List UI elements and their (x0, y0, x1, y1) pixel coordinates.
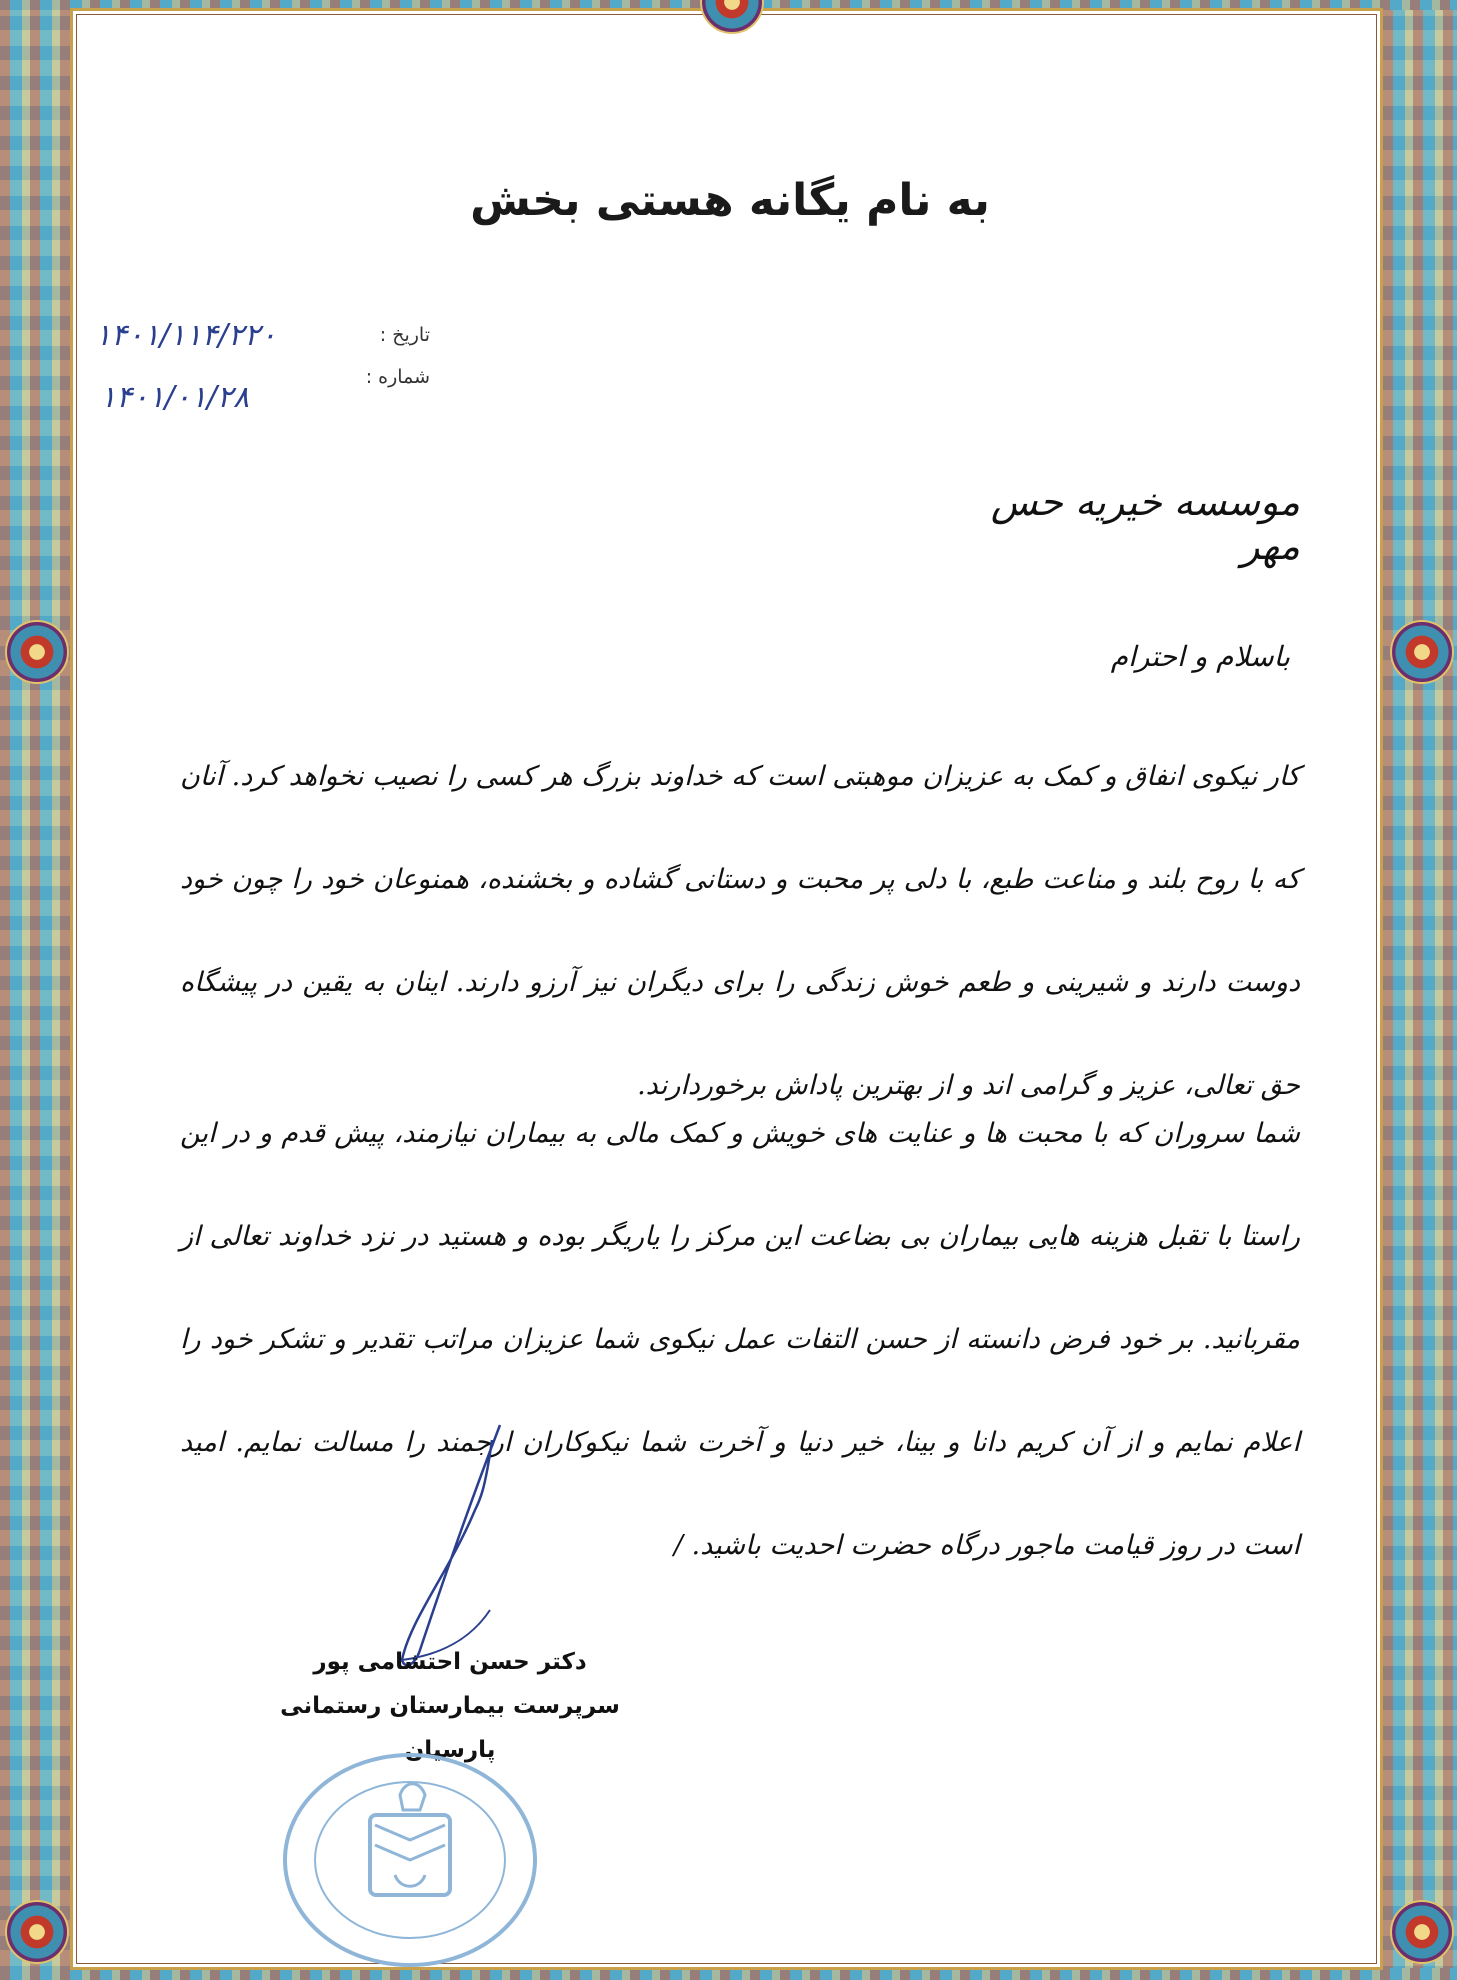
number-value: ۱۴۰۱/۰۱/۲۸ (100, 380, 250, 415)
letter-title: به نام یگانه هستی بخش (470, 175, 990, 226)
greeting: باسلام و احترام (1110, 640, 1290, 673)
number-label: شماره : (365, 366, 430, 388)
date-value: ۱۴۰۱/۱۱۴/۲۲۰ (95, 318, 277, 353)
body-paragraph-2: شما سروران که با محبت ها و عنایت های خویش و کمک مالی به بیماران نیازمند، پیش قدم و در این راستا با تقبل هزینه هایی بیماران بی بضاعت این مرکز را یاریگر بوده و هستید در نزد خداوند تعالی از مقربانید. بر خود فرض دانسته از حسن التفات عمل نیکوی شما عزیزان مراتب تقدیر و تشکر خود را اعلام نمایم و از آن کریم دانا و بینا، خیر دنیا و آخرت شما نیکوکاران ارجمند را مسالت نمایم. امید است در روز قیامت ماجور درگاه حضرت احدیت باشید. / (180, 1118, 1300, 1561)
date-label: تاریخ : (379, 324, 430, 346)
signer-name: دکتر حسن احتشامی پور (313, 1649, 587, 1675)
recipient: موسسه خیریه حس مهر (990, 480, 1300, 568)
signer-title: سرپرست بیمارستان رستمانی پارسیان (280, 1693, 620, 1763)
body-paragraph-1: کار نیکوی انفاق و کمک به عزیزان موهبتی است که خداوند بزرگ هر کسی را نصیب نخواهد کرد. آنان که با روح بلند و مناعت طبع، با دلی پر محبت و دستانی گشاده و بخشنده، همنوعان خود را چون خود دوست دارند و شیرینی و طعم خوش زندگی را برای دیگران نیز آرزو دارند. اینان به یقین در پیشگاه حق تعالی، عزیز و گرامی اند و از بهترین پاداش برخوردارند. (180, 761, 1300, 1101)
official-stamp (275, 1745, 545, 1975)
